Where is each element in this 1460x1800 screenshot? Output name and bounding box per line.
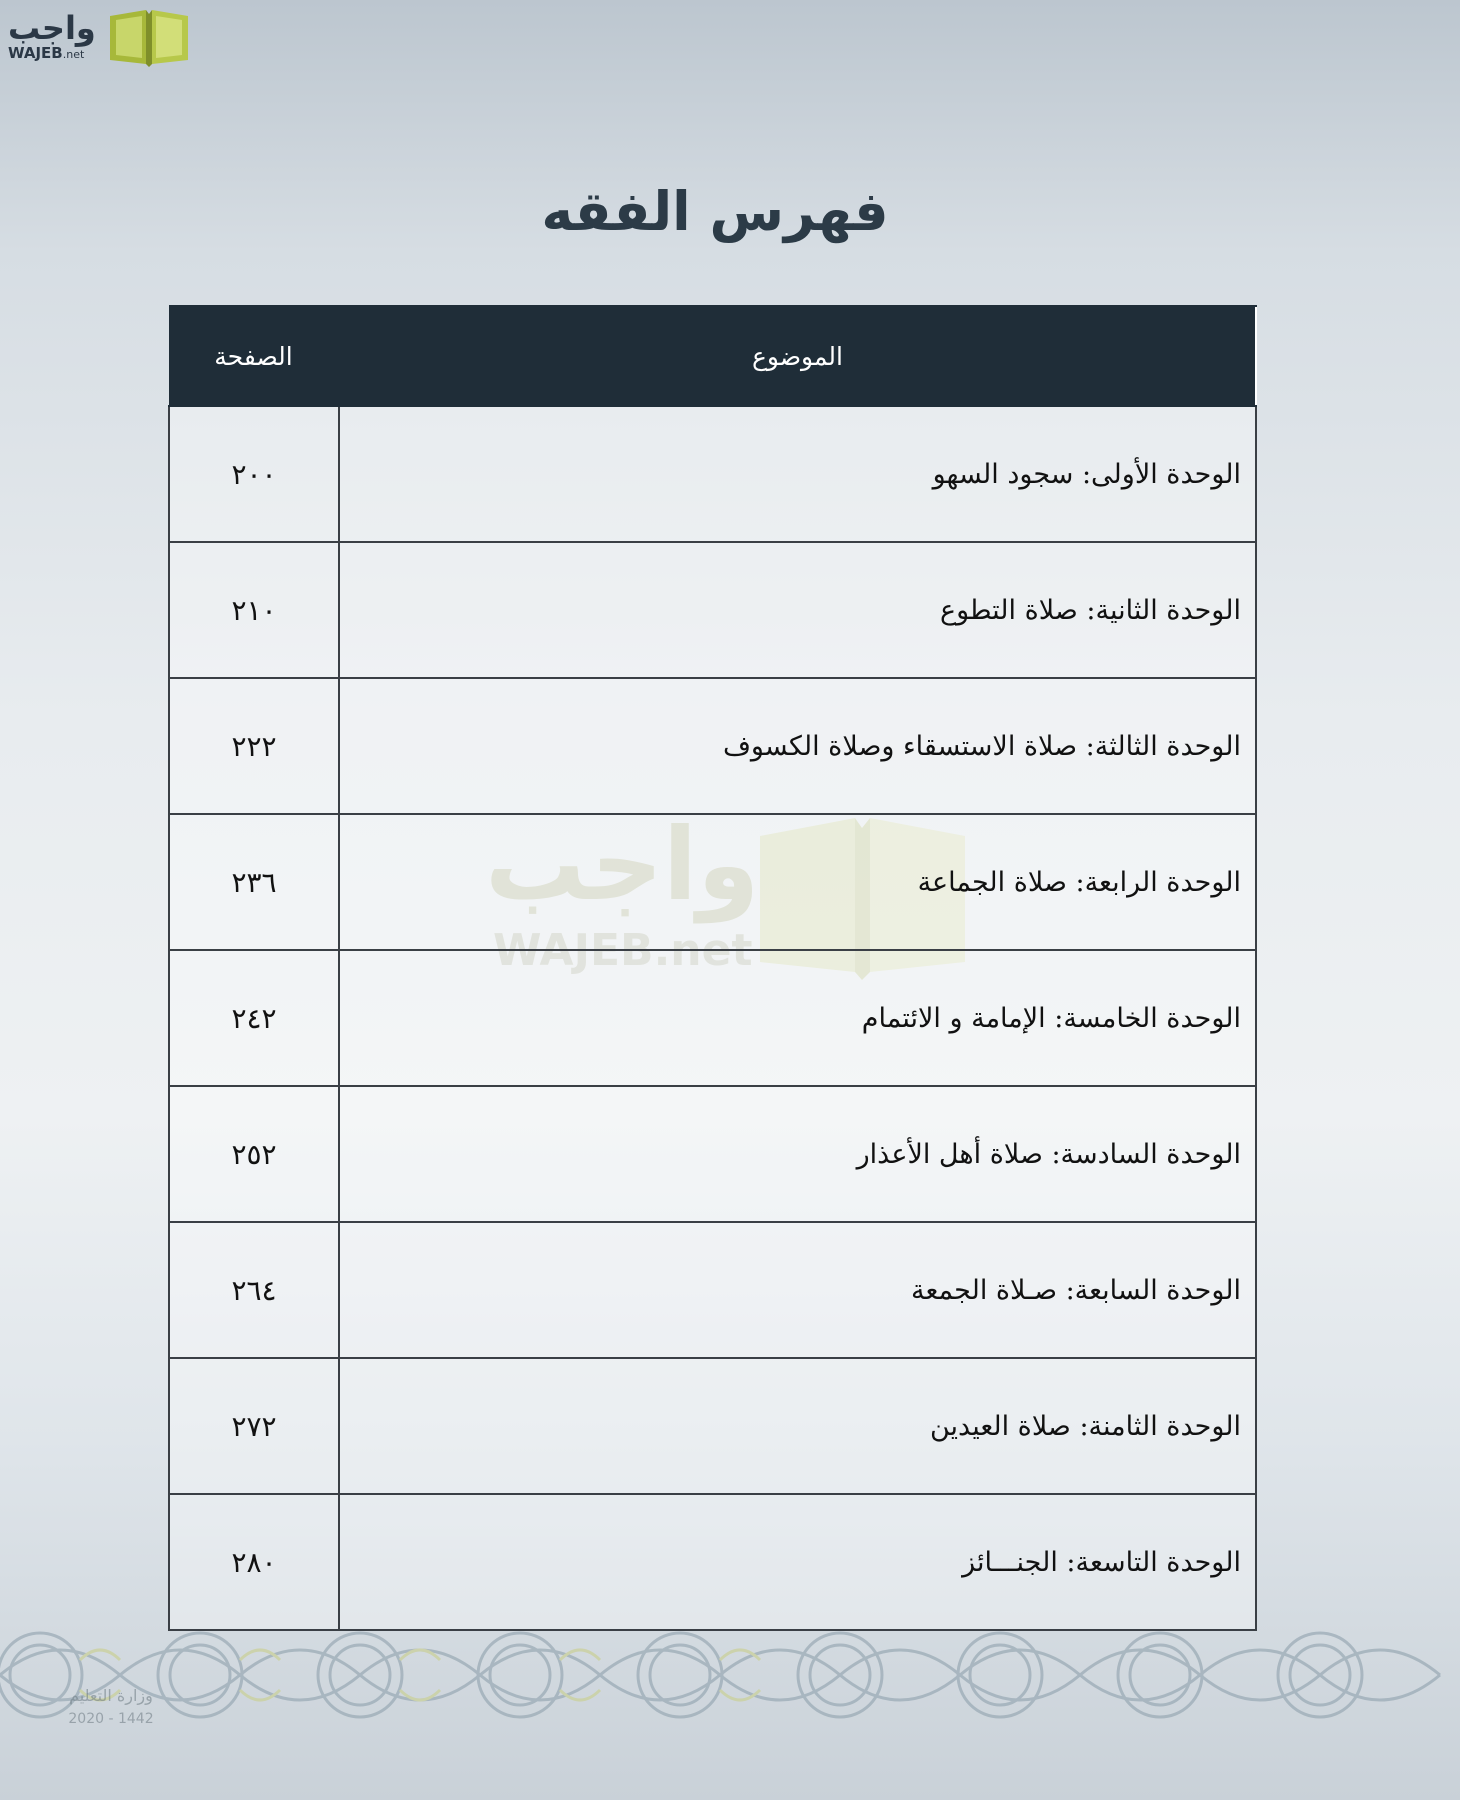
toc-topic: الوحدة الثامنة: صلاة العيدين (339, 1358, 1256, 1494)
toc-topic: الوحدة السادسة: صلاة أهل الأعذار (339, 1086, 1256, 1222)
toc-topic: الوحدة الأولى: سجود السهو (339, 406, 1256, 542)
ministry-year: 2020 - 1442 (68, 1711, 154, 1727)
toc-row (169, 678, 1256, 814)
toc-table (168, 305, 1257, 1631)
toc-topic: الوحدة الثالثة: صلاة الاستسقاء وصلاة الكسوف (339, 678, 1256, 814)
logo-latin: WAJEB.net (8, 44, 85, 62)
ornamental-border (0, 1620, 1460, 1730)
toc-page: ٢٠٠ (169, 406, 339, 542)
toc-page: ٢١٠ (169, 542, 339, 678)
toc-row (169, 814, 1256, 950)
toc-page: ٢٣٦ (169, 814, 339, 950)
toc-row (169, 950, 1256, 1086)
toc-topic: الوحدة الخامسة: الإمامة و الائتمام (339, 950, 1256, 1086)
toc-row (169, 1222, 1256, 1358)
watermark-arabic: واجب (485, 806, 760, 923)
site-logo[interactable] (8, 6, 192, 68)
ministry-logo (36, 1640, 186, 1750)
logo-arabic: واجب (8, 9, 96, 47)
watermark-latin: WAJEB.net (493, 925, 753, 976)
page-title: فهرس الفقه (541, 180, 889, 243)
toc-page: ٢٢٢ (169, 678, 339, 814)
toc-page: ٢٧٢ (169, 1358, 339, 1494)
header-page: الصفحة (169, 306, 339, 406)
logo-text (8, 11, 100, 63)
toc-topic: الوحدة الثانية: صلاة التطوع (339, 542, 1256, 678)
header-topic: الموضوع (339, 306, 1256, 406)
toc-page: ٢٦٤ (169, 1222, 339, 1358)
toc-row (169, 542, 1256, 678)
toc-row (169, 1086, 1256, 1222)
toc-topic: الوحدة السابعة: صـلاة الجمعة (339, 1222, 1256, 1358)
toc-page: ٢٥٢ (169, 1086, 339, 1222)
book-icon (106, 6, 192, 68)
ministry-name: وزارة التعليم (69, 1686, 153, 1705)
toc-row (169, 1358, 1256, 1494)
toc-page: ٢٨٠ (169, 1494, 339, 1630)
toc-topic: الوحدة التاسعة: الجنـــائز (339, 1494, 1256, 1630)
toc-header-row (169, 306, 1256, 406)
toc-topic: الوحدة الرابعة: صلاة الجماعة (339, 814, 1256, 950)
toc-row (169, 1494, 1256, 1630)
toc-page: ٢٤٢ (169, 950, 339, 1086)
toc-row (169, 406, 1256, 542)
